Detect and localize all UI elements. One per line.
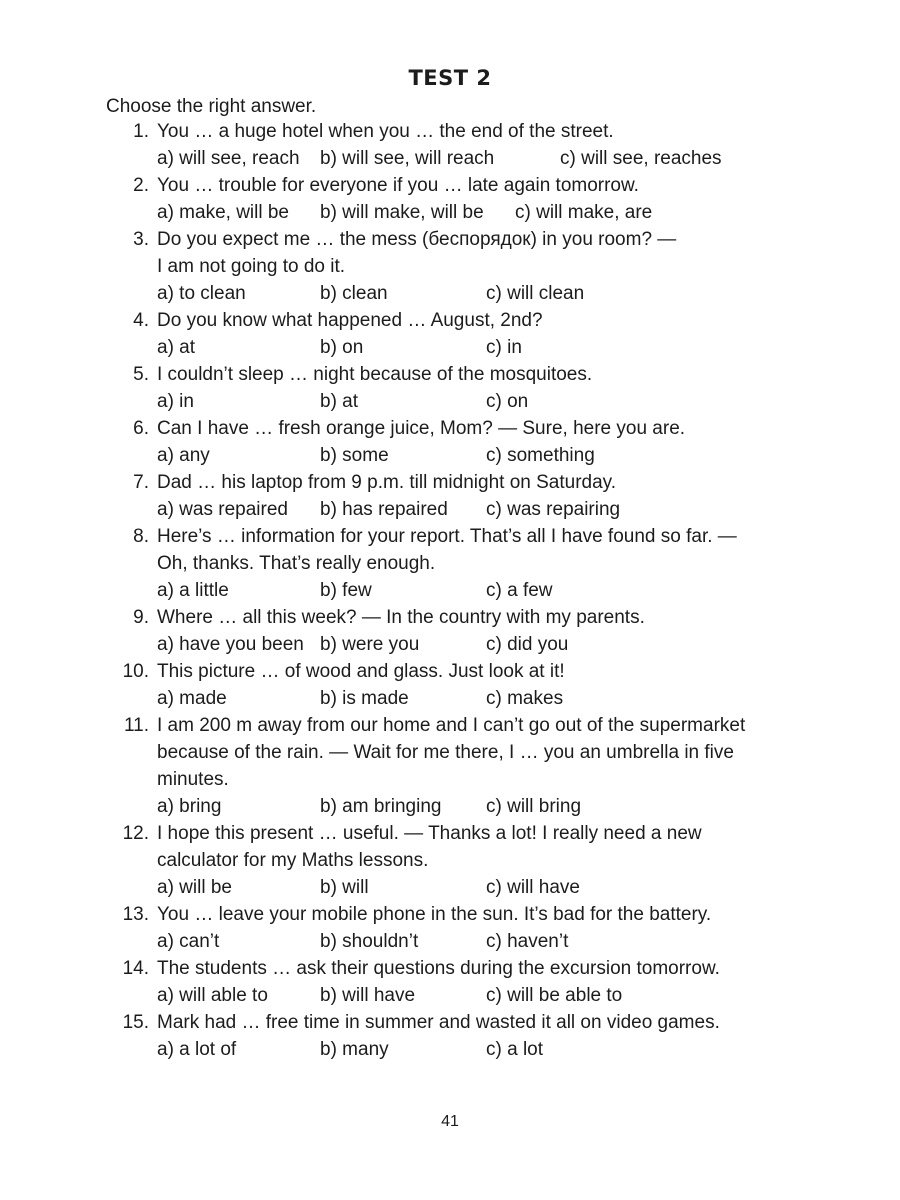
- question-line: [0, 847, 900, 874]
- question-item: [0, 226, 900, 307]
- answer-option-b: b) shouldn’t: [320, 931, 419, 952]
- question-item: [0, 820, 900, 901]
- question-number: 14.: [122, 958, 149, 979]
- instruction-text: Choose the right answer.: [106, 96, 317, 117]
- answer-option-c: c) will be able to: [486, 985, 623, 1006]
- answer-option-b: b) is made: [320, 688, 409, 709]
- question-line: [0, 361, 900, 388]
- answer-option-b: b) will have: [320, 985, 416, 1006]
- answer-options: [0, 280, 900, 307]
- question-text: Dad … his laptop from 9 p.m. till midnight on Saturday.: [157, 472, 617, 493]
- question-text: You … a huge hotel when you … the end of the street.: [157, 121, 614, 142]
- question-number: 2.: [133, 175, 149, 196]
- answer-option-a: a) was repaired: [157, 499, 288, 520]
- answer-option-a: a) can’t: [157, 931, 220, 952]
- question-item: [0, 604, 900, 658]
- question-number: 13.: [122, 904, 149, 925]
- answer-option-a: a) have you been: [157, 634, 304, 655]
- answer-option-a: a) a lot of: [157, 1039, 237, 1060]
- question-line: [0, 307, 900, 334]
- question-text: calculator for my Maths lessons.: [157, 850, 429, 871]
- question-line: [0, 604, 900, 631]
- answer-option-a: a) will see, reach: [157, 148, 300, 169]
- question-line: [0, 712, 900, 739]
- question-item: [0, 361, 900, 415]
- question-item: [0, 172, 900, 226]
- answer-option-a: a) a little: [157, 580, 229, 601]
- question-line: [0, 253, 900, 280]
- test-title: TEST 2: [408, 66, 492, 90]
- answer-options: [0, 631, 900, 658]
- answer-option-c: c) something: [486, 445, 595, 466]
- answer-options: [0, 388, 900, 415]
- answer-option-b: b) few: [320, 580, 372, 601]
- answer-option-c: c) will bring: [486, 796, 582, 817]
- question-number: 5.: [133, 364, 149, 385]
- question-number: 7.: [133, 472, 149, 493]
- question-number: 3.: [133, 229, 149, 250]
- question-line: [0, 658, 900, 685]
- question-text: I hope this present … useful. — Thanks a lot! I really need a new: [157, 823, 702, 844]
- answer-option-c: c) did you: [486, 634, 569, 655]
- question-item: [0, 1009, 900, 1063]
- answer-option-a: a) any: [157, 445, 210, 466]
- question-line: [0, 901, 900, 928]
- question-text: because of the rain. — Wait for me there, I … you an umbrella in five: [157, 742, 734, 763]
- question-text: The students … ask their questions during the excursion tomorrow.: [157, 958, 720, 979]
- answer-option-a: a) to clean: [157, 283, 246, 304]
- answer-option-c: c) a lot: [486, 1039, 544, 1060]
- answer-option-a: a) in: [157, 391, 194, 412]
- answer-option-c: c) makes: [486, 688, 564, 709]
- question-line: [0, 118, 900, 145]
- question-text: You … leave your mobile phone in the sun. It’s bad for the battery.: [157, 904, 712, 925]
- answer-option-a: a) made: [157, 688, 227, 709]
- question-line: [0, 550, 900, 577]
- question-item: [0, 901, 900, 955]
- answer-option-b: b) will: [320, 877, 369, 898]
- question-text: Mark had … free time in summer and wasted it all on video games.: [157, 1012, 720, 1033]
- question-line: [0, 415, 900, 442]
- question-item: [0, 712, 900, 820]
- question-text: This picture … of wood and glass. Just look at it!: [157, 661, 565, 682]
- answer-option-a: a) will able to: [157, 985, 268, 1006]
- answer-option-b: b) has repaired: [320, 499, 448, 520]
- question-text: I am 200 m away from our home and I can’t go out of the supermarket: [157, 715, 746, 736]
- question-item: [0, 415, 900, 469]
- answer-options: [0, 577, 900, 604]
- answer-options: [0, 982, 900, 1009]
- answer-option-c: c) will make, are: [515, 202, 653, 223]
- question-text: Do you know what happened … August, 2nd?: [157, 310, 543, 331]
- answer-option-c: c) will clean: [486, 283, 585, 304]
- answer-options: [0, 442, 900, 469]
- question-text: Do you expect me … the mess (беспорядок) in you room? —: [157, 229, 677, 250]
- question-number: 6.: [133, 418, 149, 439]
- answer-option-c: c) haven’t: [486, 931, 569, 952]
- question-item: [0, 658, 900, 712]
- answer-option-c: c) will see, reaches: [560, 148, 722, 169]
- answer-option-a: a) bring: [157, 796, 222, 817]
- question-line: [0, 172, 900, 199]
- answer-option-b: b) am bringing: [320, 796, 442, 817]
- question-item: [0, 955, 900, 1009]
- answer-option-a: a) at: [157, 337, 196, 358]
- question-line: [0, 766, 900, 793]
- answer-option-c: c) will have: [486, 877, 580, 898]
- question-line: [0, 955, 900, 982]
- question-number: 15.: [122, 1012, 149, 1033]
- question-number: 9.: [133, 607, 149, 628]
- answer-option-c: c) was repairing: [486, 499, 621, 520]
- answer-option-b: b) will make, will be: [320, 202, 484, 223]
- answer-options: [0, 793, 900, 820]
- question-number: 12.: [122, 823, 149, 844]
- answer-option-a: a) will be: [157, 877, 232, 898]
- answer-option-b: b) were you: [320, 634, 420, 655]
- answer-options: [0, 334, 900, 361]
- question-line: [0, 1009, 900, 1036]
- answer-options: [0, 199, 900, 226]
- question-line: [0, 820, 900, 847]
- question-line: [0, 523, 900, 550]
- question-item: [0, 469, 900, 523]
- question-list: [0, 118, 900, 1063]
- answer-option-b: b) clean: [320, 283, 388, 304]
- question-text: minutes.: [157, 769, 229, 790]
- question-number: 4.: [133, 310, 149, 331]
- answer-options: [0, 685, 900, 712]
- answer-options: [0, 928, 900, 955]
- answer-option-b: b) some: [320, 445, 389, 466]
- answer-options: [0, 145, 900, 172]
- question-line: [0, 226, 900, 253]
- answer-option-b: b) many: [320, 1039, 389, 1060]
- question-text: Here’s … information for your report. That’s all I have found so far. —: [157, 526, 737, 547]
- answer-options: [0, 1036, 900, 1063]
- question-item: [0, 307, 900, 361]
- answer-option-b: b) on: [320, 337, 364, 358]
- question-text: I couldn’t sleep … night because of the mosquitoes.: [157, 364, 593, 385]
- question-item: [0, 523, 900, 604]
- question-number: 1.: [133, 121, 149, 142]
- answer-options: [0, 496, 900, 523]
- question-text: Can I have … fresh orange juice, Mom? — Sure, here you are.: [157, 418, 686, 439]
- question-line: [0, 469, 900, 496]
- answer-option-b: b) will see, will reach: [320, 148, 495, 169]
- question-text: Oh, thanks. That’s really enough.: [157, 553, 436, 574]
- answer-option-c: c) in: [486, 337, 522, 358]
- question-text: I am not going to do it.: [157, 256, 346, 277]
- question-text: You … trouble for everyone if you … late again tomorrow.: [157, 175, 639, 196]
- question-line: [0, 739, 900, 766]
- answer-option-c: c) a few: [486, 580, 553, 601]
- question-item: [0, 118, 900, 172]
- question-number: 11.: [123, 715, 149, 736]
- question-number: 10.: [122, 661, 149, 682]
- answer-option-a: a) make, will be: [157, 202, 289, 223]
- question-number: 8.: [133, 526, 149, 547]
- page-number: 41: [441, 1113, 459, 1130]
- question-text: Where … all this week? — In the country with my parents.: [157, 607, 645, 628]
- answer-option-b: b) at: [320, 391, 359, 412]
- answer-options: [0, 874, 900, 901]
- answer-option-c: c) on: [486, 391, 529, 412]
